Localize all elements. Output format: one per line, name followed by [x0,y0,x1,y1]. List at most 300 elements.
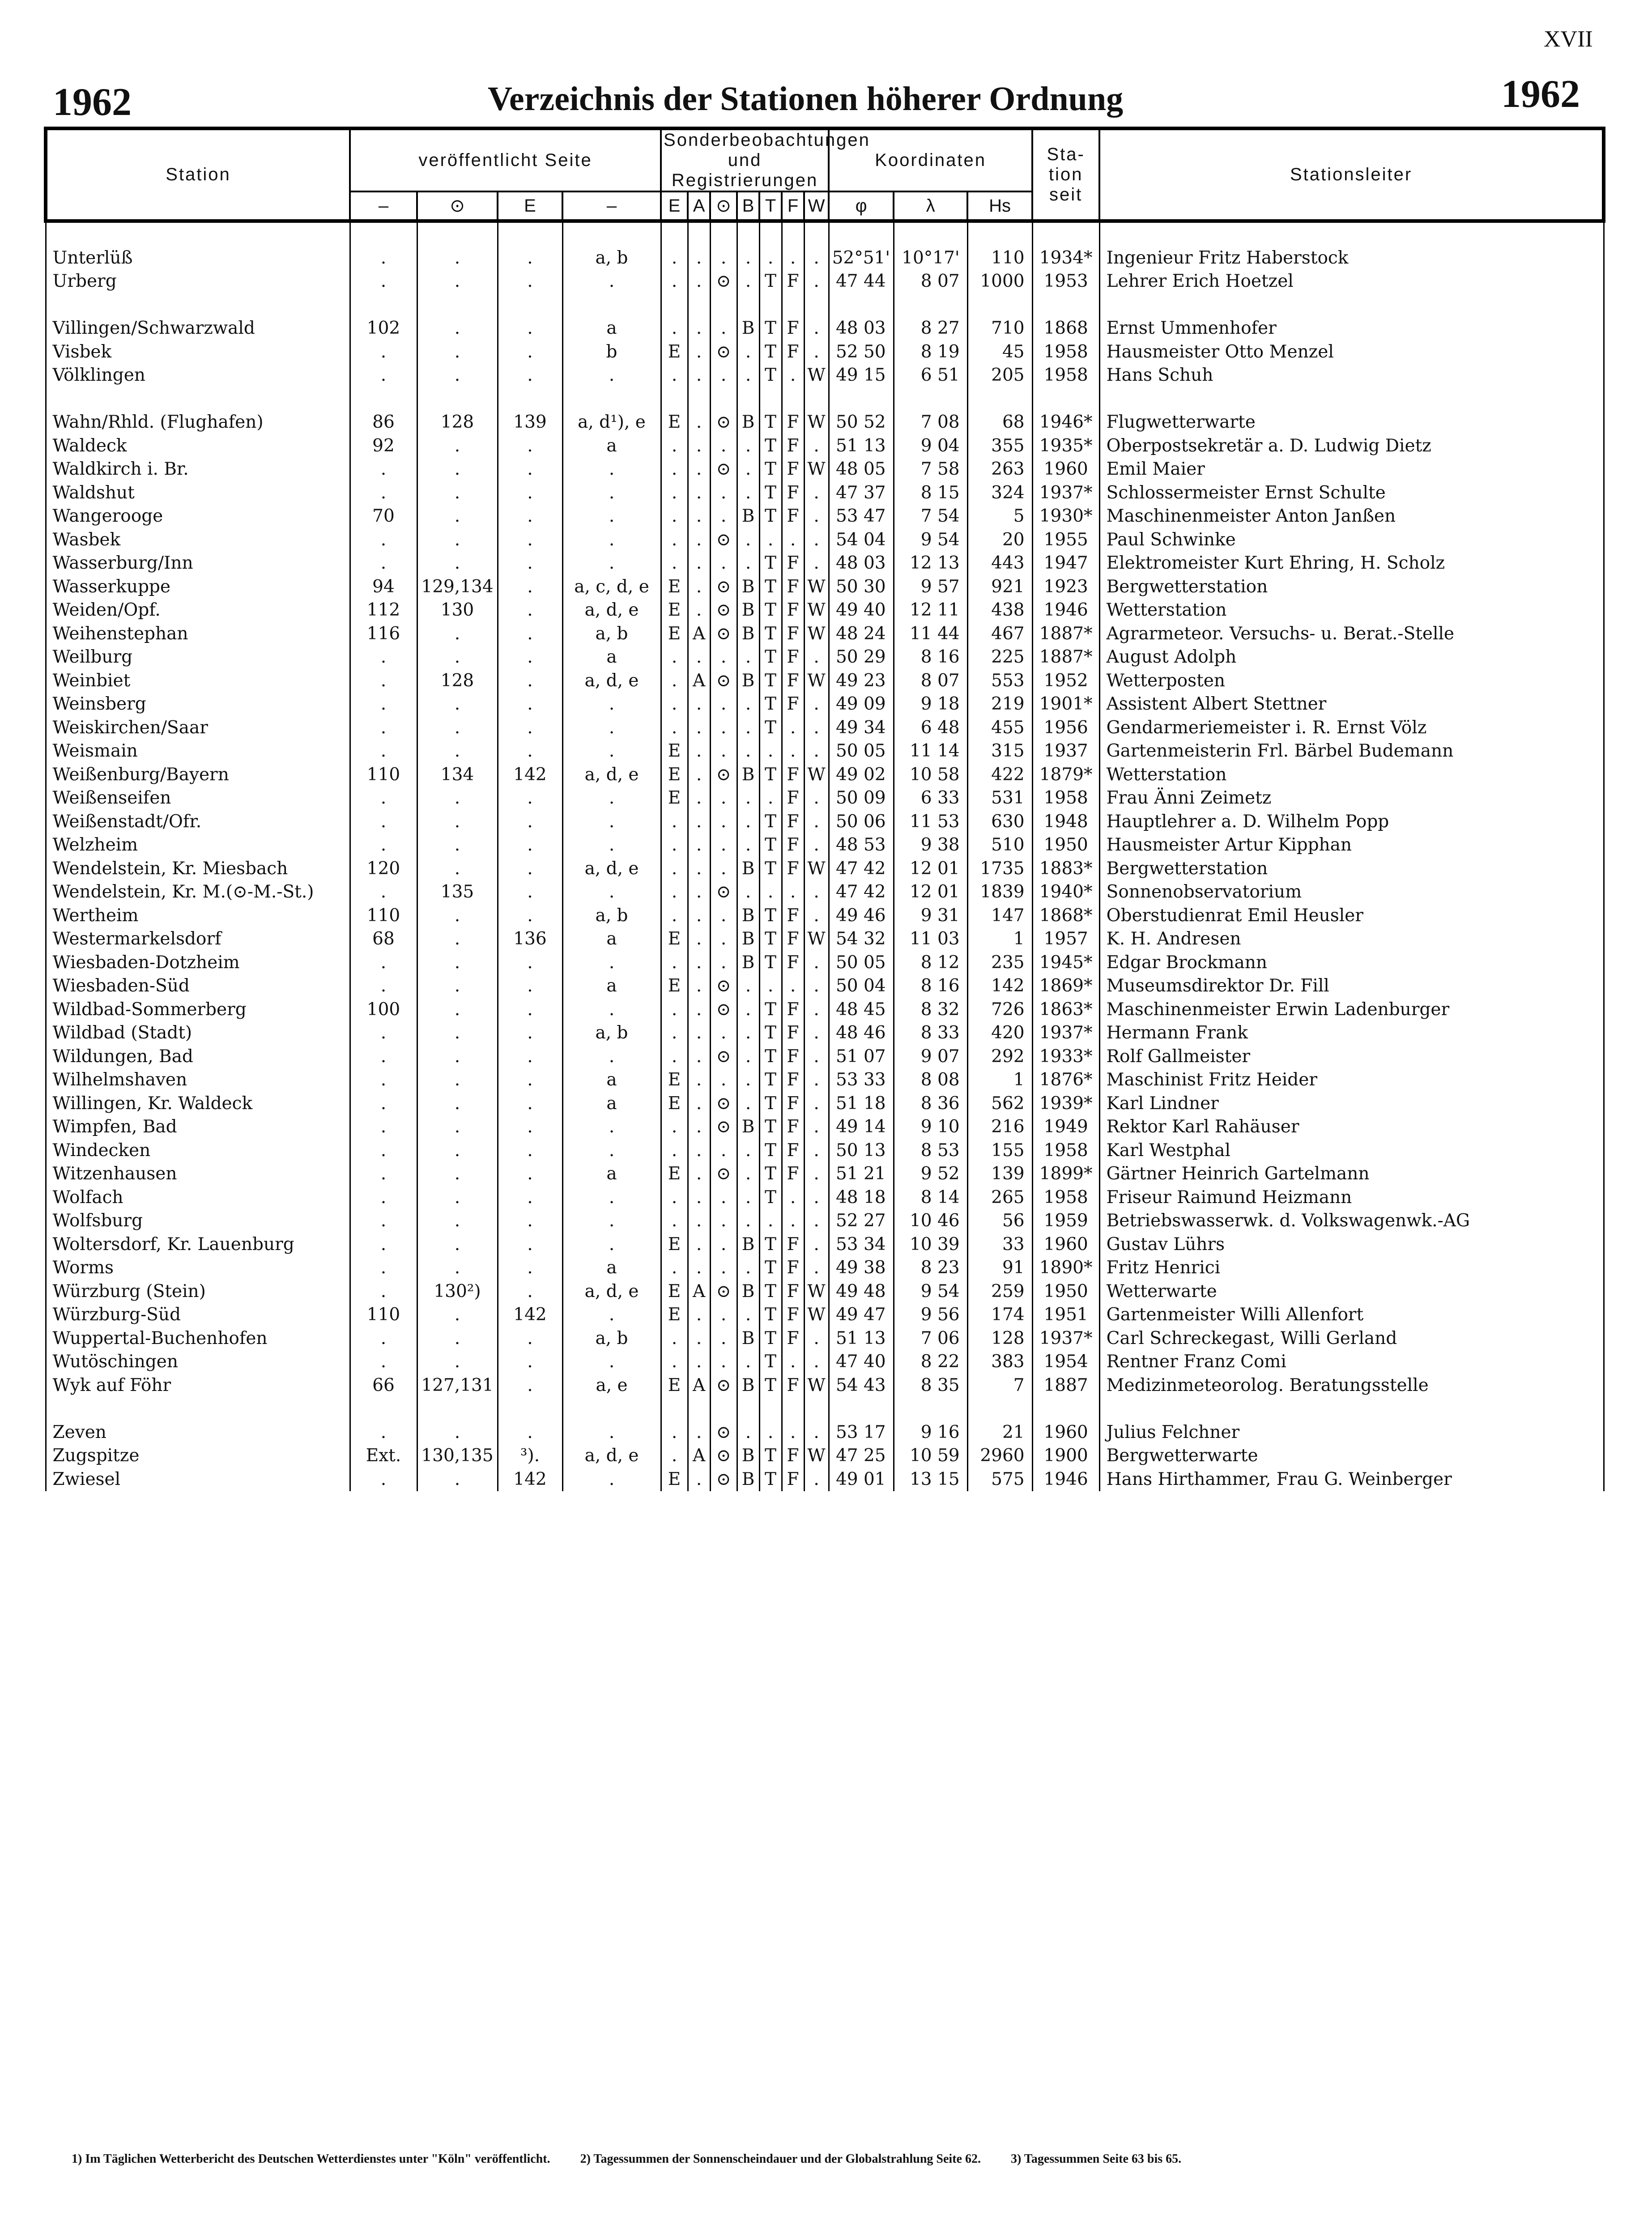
cell-7: B [737,1327,759,1351]
cell-12: 8 35 [894,1374,967,1398]
cell-13: 292 [967,1045,1032,1069]
station-name: Weiskirchen/Saar [46,716,350,740]
table-row [46,1209,1604,1233]
cell-8: T [759,364,782,387]
cell-3 [562,387,661,411]
cell-0: 112 [350,599,417,622]
cell-15: Hausmeister Otto Menzel [1099,340,1604,364]
cell-7: . [737,998,759,1022]
cell-2: . [498,481,562,505]
cell-6: . [710,1233,737,1257]
cell-4: . [661,1021,688,1045]
cell-14: 1948 [1032,810,1099,834]
station-name: Willingen, Kr. Waldeck [46,1092,350,1116]
cell-4 [661,387,688,411]
table-row [46,951,1604,975]
cell-12: 8 07 [894,270,967,293]
cell-11: 50 09 [829,787,894,810]
cell-3 [562,1397,661,1421]
table-row [46,1139,1604,1163]
cell-11: 53 34 [829,1233,894,1257]
cell-14: 1940* [1032,880,1099,904]
cell-7: . [737,834,759,857]
cell-3: . [562,693,661,716]
station-name: Völklingen [46,364,350,387]
cell-8: . [759,528,782,552]
cell-11: 49 38 [829,1256,894,1280]
cell-0: 100 [350,998,417,1022]
cell-3: a [562,1256,661,1280]
header-sub-6: ⊙ [710,191,737,221]
cell-3: . [562,810,661,834]
cell-7: . [737,434,759,458]
station-name: Würzburg (Stein) [46,1280,350,1304]
cell-7: . [737,340,759,364]
cell-0: 68 [350,927,417,951]
cell-8: T [759,1139,782,1163]
station-name: Westermarkelsdorf [46,927,350,951]
table-row [46,481,1604,505]
cell-4: . [661,716,688,740]
cell-2: . [498,974,562,998]
cell-13: 7 [967,1374,1032,1398]
cell-11: 51 13 [829,1327,894,1351]
cell-15: August Adolph [1099,646,1604,669]
year-right: 1962 [1501,72,1580,116]
cell-3: . [562,270,661,293]
cell-8: . [759,740,782,763]
cell-4: . [661,904,688,928]
cell-3: . [562,1115,661,1139]
cell-15: K. H. Andresen [1099,927,1604,951]
cell-2: 136 [498,927,562,951]
cell-4: . [661,1444,688,1468]
station-name: Wiesbaden-Dotzheim [46,951,350,975]
cell-11: 52 50 [829,340,894,364]
cell-12 [894,1397,967,1421]
cell-13: 553 [967,669,1032,693]
cell-15: Oberpostsekretär a. D. Ludwig Dietz [1099,434,1604,458]
cell-8: T [759,810,782,834]
cell-10: . [804,834,829,857]
cell-5: . [688,599,710,622]
cell-10: . [804,247,829,270]
cell-9 [782,221,804,247]
page-number: XVII [1544,26,1593,52]
cell-12: 10 46 [894,1209,967,1233]
cell-15: Ingenieur Fritz Haberstock [1099,247,1604,270]
cell-12: 6 33 [894,787,967,810]
cell-12: 12 01 [894,857,967,881]
cell-15: Maschinenmeister Anton Janßen [1099,505,1604,528]
header-station: Station [46,128,350,221]
cell-4: . [661,998,688,1022]
cell-9: F [782,927,804,951]
station-name: Weißenburg/Bayern [46,763,350,787]
cell-10: W [804,927,829,951]
cell-1: . [417,904,498,928]
cell-8: T [759,716,782,740]
cell-14: 1937* [1032,1021,1099,1045]
station-name: Weismain [46,740,350,763]
station-name: Wimpfen, Bad [46,1115,350,1139]
cell-4: . [661,247,688,270]
cell-0: Ext. [350,1444,417,1468]
cell-6: . [710,1303,737,1327]
table-row [46,599,1604,622]
cell-11: 47 40 [829,1350,894,1374]
cell-3: a, d, e [562,857,661,881]
cell-0: . [350,528,417,552]
cell-15 [1099,293,1604,317]
cell-1: . [417,458,498,481]
cell-5: . [688,1045,710,1069]
table-row [46,1374,1604,1398]
cell-11: 50 52 [829,411,894,434]
footnote-3: 3) Tagessummen Seite 63 bis 65. [1010,2152,1182,2166]
cell-7: B [737,1280,759,1304]
cell-14: 1960 [1032,458,1099,481]
cell-9: F [782,787,804,810]
cell-3: a, b [562,622,661,646]
cell-11: 48 05 [829,458,894,481]
cell-1: . [417,740,498,763]
cell-13: 443 [967,552,1032,575]
cell-10: . [804,528,829,552]
footnotes [72,2152,1208,2166]
table-row [46,434,1604,458]
cell-14: 1958 [1032,787,1099,810]
cell-15: Schlossermeister Ernst Schulte [1099,481,1604,505]
cell-0: . [350,270,417,293]
cell-3: a [562,1092,661,1116]
cell-14: 1947 [1032,552,1099,575]
cell-11: 48 03 [829,552,894,575]
cell-10: . [804,1327,829,1351]
cell-6: . [710,787,737,810]
cell-4: . [661,1421,688,1445]
cell-15: Medizinmeteorolog. Beratungsstelle [1099,1374,1604,1398]
cell-6: . [710,552,737,575]
cell-8: . [759,880,782,904]
cell-7: B [737,599,759,622]
cell-9: F [782,1092,804,1116]
cell-9: F [782,1021,804,1045]
cell-3: . [562,740,661,763]
cell-8: T [759,1374,782,1398]
cell-1: . [417,340,498,364]
cell-11: 48 18 [829,1186,894,1210]
cell-10: W [804,575,829,599]
cell-9: F [782,834,804,857]
cell-5: . [688,411,710,434]
station-name: Waldkirch i. Br. [46,458,350,481]
cell-11 [829,387,894,411]
cell-15: Bergwetterstation [1099,575,1604,599]
cell-11: 49 14 [829,1115,894,1139]
cell-1: . [417,1068,498,1092]
cell-0: 86 [350,411,417,434]
cell-11: 48 03 [829,317,894,340]
cell-11: 54 43 [829,1374,894,1398]
table-row [46,716,1604,740]
cell-12: 11 14 [894,740,967,763]
cell-6: . [710,716,737,740]
table-row [46,1233,1604,1257]
cell-4: E [661,1092,688,1116]
cell-8: T [759,1115,782,1139]
cell-12: 7 06 [894,1327,967,1351]
cell-11: 49 15 [829,364,894,387]
cell-0 [350,221,417,247]
cell-1: . [417,1139,498,1163]
cell-2: . [498,1256,562,1280]
cell-11: 49 48 [829,1280,894,1304]
cell-4: E [661,1468,688,1492]
cell-15: Rentner Franz Comi [1099,1350,1604,1374]
cell-7: . [737,693,759,716]
cell-1: 134 [417,763,498,787]
cell-5 [688,1397,710,1421]
cell-0: . [350,552,417,575]
cell-4: . [661,528,688,552]
cell-13 [967,293,1032,317]
cell-1: . [417,622,498,646]
cell-14: 1946* [1032,411,1099,434]
cell-14 [1032,1397,1099,1421]
cell-7: B [737,857,759,881]
cell-3: a, b [562,1327,661,1351]
cell-1: . [417,810,498,834]
cell-7: B [737,951,759,975]
cell-6: ⊙ [710,599,737,622]
cell-12: 10 39 [894,1233,967,1257]
cell-12: 6 48 [894,716,967,740]
cell-8: T [759,1444,782,1468]
header-sub-5: A [688,191,710,221]
cell-15: Wetterstation [1099,763,1604,787]
cell-3: . [562,1209,661,1233]
cell-5: . [688,927,710,951]
cell-15: Ernst Ummenhofer [1099,317,1604,340]
cell-4: E [661,411,688,434]
cell-15: Fritz Henrici [1099,1256,1604,1280]
cell-5: . [688,1092,710,1116]
cell-6: . [710,434,737,458]
cell-8: T [759,1280,782,1304]
table-row [46,1092,1604,1116]
cell-9: F [782,1115,804,1139]
cell-3: a [562,927,661,951]
cell-1: . [417,998,498,1022]
station-name: Wyk auf Föhr [46,1374,350,1398]
cell-9: F [782,434,804,458]
table-row [46,669,1604,693]
cell-4: . [661,880,688,904]
header-sub-3: – [562,191,661,221]
cell-5: . [688,270,710,293]
cell-6: . [710,1327,737,1351]
cell-10: . [804,340,829,364]
station-name [46,221,350,247]
cell-15: Frau Änni Zeimetz [1099,787,1604,810]
cell-12: 7 08 [894,411,967,434]
station-name: Wangerooge [46,505,350,528]
cell-15: Elektromeister Kurt Ehring, H. Scholz [1099,552,1604,575]
cell-6: ⊙ [710,528,737,552]
cell-5: . [688,1186,710,1210]
cell-14: 1957 [1032,927,1099,951]
cell-3: a, b [562,904,661,928]
cell-15: Hermann Frank [1099,1021,1604,1045]
cell-4: . [661,810,688,834]
cell-9 [782,293,804,317]
cell-10: . [804,810,829,834]
station-name: Worms [46,1256,350,1280]
cell-3: . [562,1421,661,1445]
station-name: Wasserburg/Inn [46,552,350,575]
cell-14: 1900 [1032,1444,1099,1468]
cell-4: . [661,693,688,716]
cell-10: . [804,740,829,763]
cell-8: . [759,1421,782,1445]
station-name: Welzheim [46,834,350,857]
cell-8 [759,1397,782,1421]
cell-6: . [710,505,737,528]
cell-14: 1899* [1032,1162,1099,1186]
cell-11: 48 53 [829,834,894,857]
cell-13: 420 [967,1021,1032,1045]
cell-6: . [710,1021,737,1045]
cell-1: 130 [417,599,498,622]
cell-6: . [710,927,737,951]
cell-1: . [417,1162,498,1186]
cell-12: 11 03 [894,927,967,951]
cell-11: 53 33 [829,1068,894,1092]
cell-9: F [782,1280,804,1304]
cell-8: T [759,458,782,481]
cell-5 [688,387,710,411]
cell-5: . [688,740,710,763]
cell-7: . [737,1092,759,1116]
table-row [46,505,1604,528]
cell-10: . [804,481,829,505]
cell-5: . [688,1303,710,1327]
cell-6: . [710,1256,737,1280]
cell-8: T [759,270,782,293]
station-name: Witzenhausen [46,1162,350,1186]
cell-10 [804,221,829,247]
cell-4: . [661,364,688,387]
cell-0: . [350,1256,417,1280]
cell-8: . [759,974,782,998]
cell-13: 562 [967,1092,1032,1116]
cell-9: F [782,1468,804,1492]
cell-5: A [688,1444,710,1468]
cell-2: 142 [498,1468,562,1492]
cell-0: 120 [350,857,417,881]
cell-8: T [759,951,782,975]
cell-2: 142 [498,763,562,787]
cell-8: T [759,411,782,434]
cell-13: 142 [967,974,1032,998]
cell-11: 50 29 [829,646,894,669]
cell-10: . [804,951,829,975]
cell-10: W [804,622,829,646]
cell-1: . [417,1045,498,1069]
cell-0: . [350,1162,417,1186]
cell-0: . [350,1209,417,1233]
cell-14: 1951 [1032,1303,1099,1327]
cell-6: ⊙ [710,1162,737,1186]
cell-5: A [688,669,710,693]
cell-2: . [498,622,562,646]
cell-13 [967,387,1032,411]
header-sub-13: Hs [967,191,1032,221]
cell-14: 1954 [1032,1350,1099,1374]
header-since: Sta-tion seit [1032,128,1099,221]
cell-9: F [782,1327,804,1351]
cell-5: . [688,1209,710,1233]
station-name: Wildungen, Bad [46,1045,350,1069]
cell-13: 1839 [967,880,1032,904]
cell-15: Maschinist Fritz Heider [1099,1068,1604,1092]
cell-2: ³). [498,1444,562,1468]
table-row [46,998,1604,1022]
table-row [46,1421,1604,1445]
cell-14: 1958 [1032,1186,1099,1210]
cell-15: Friseur Raimund Heizmann [1099,1186,1604,1210]
cell-1: . [417,528,498,552]
cell-10: . [804,998,829,1022]
cell-15: Gustav Lührs [1099,1233,1604,1257]
cell-13: 1735 [967,857,1032,881]
cell-11: 53 17 [829,1421,894,1445]
cell-15: Hausmeister Artur Kipphan [1099,834,1604,857]
cell-14: 1946 [1032,599,1099,622]
cell-15: Hans Schuh [1099,364,1604,387]
cell-4: E [661,1068,688,1092]
cell-4: E [661,1233,688,1257]
cell-14: 1887* [1032,646,1099,669]
cell-9: F [782,552,804,575]
station-name: Weinbiet [46,669,350,693]
cell-11: 49 40 [829,599,894,622]
cell-3: a [562,974,661,998]
station-name: Wilhelmshaven [46,1068,350,1092]
cell-7: B [737,505,759,528]
cell-12 [894,221,967,247]
table-row [46,646,1604,669]
cell-7: . [737,1162,759,1186]
cell-3: a, d, e [562,599,661,622]
cell-12: 9 10 [894,1115,967,1139]
cell-1: . [417,1468,498,1492]
cell-14: 1887* [1032,622,1099,646]
cell-14: 1959 [1032,1209,1099,1233]
cell-13: 33 [967,1233,1032,1257]
cell-14: 1952 [1032,669,1099,693]
cell-2: . [498,317,562,340]
cell-15 [1099,1397,1604,1421]
cell-8: T [759,857,782,881]
cell-9: F [782,270,804,293]
cell-4: . [661,481,688,505]
cell-2: . [498,1186,562,1210]
cell-4: . [661,646,688,669]
cell-8: T [759,575,782,599]
cell-0: . [350,1350,417,1374]
